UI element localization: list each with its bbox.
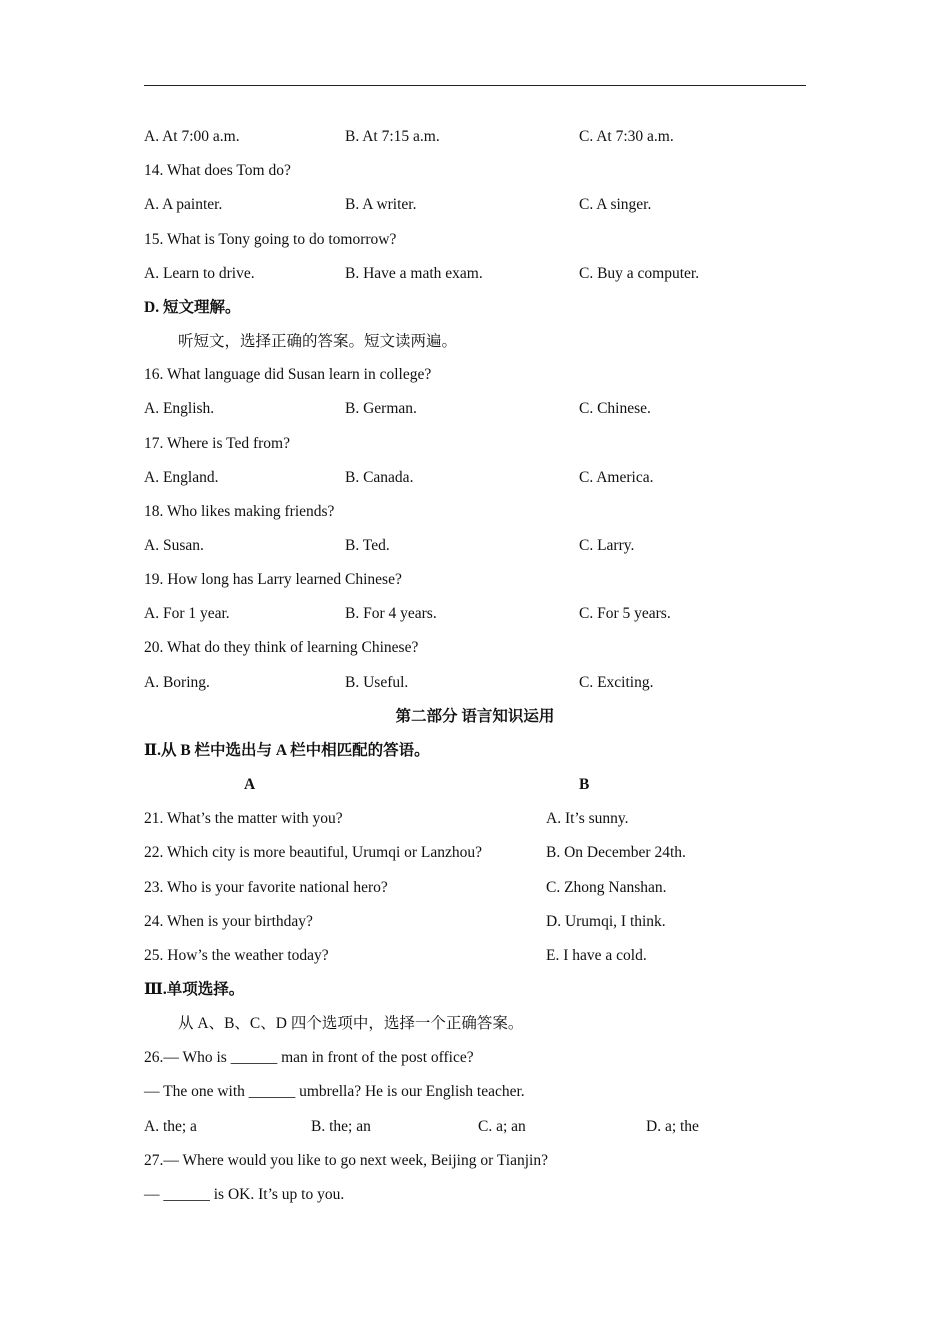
part2-title: 第二部分 语言知识运用 [395, 708, 555, 725]
q16-question: 16. What language did Susan learn in college? [144, 366, 432, 383]
header-rule [144, 85, 806, 86]
q16-option-a[interactable]: A. English. [144, 400, 215, 417]
q15-option-a[interactable]: A. Learn to drive. [144, 265, 255, 282]
q14-option-c[interactable]: C. A singer. [579, 196, 652, 213]
q16-option-b[interactable]: B. German. [345, 400, 417, 417]
q18-question: 18. Who likes making friends? [144, 503, 335, 520]
q27-line1: 27.— Where would you like to go next week, Beijing or Tianjin? [144, 1152, 548, 1169]
q20-option-b[interactable]: B. Useful. [345, 674, 409, 691]
q26-line1: 26.— Who is ______ man in front of the post office? [144, 1049, 474, 1066]
q20-option-c[interactable]: C. Exciting. [579, 674, 654, 691]
section-ii-title: Ⅱ.从 B 栏中选出与 A 栏中相匹配的答语。 [144, 742, 430, 759]
q19-question: 19. How long has Larry learned Chinese? [144, 571, 402, 588]
q15-option-c[interactable]: C. Buy a computer. [579, 265, 700, 282]
q27-line2: — ______ is OK. It’s up to you. [144, 1186, 345, 1203]
match-question: 22. Which city is more beautiful, Urumqi or Lanzhou? [144, 844, 483, 861]
q14-option-a[interactable]: A. A painter. [144, 196, 223, 213]
section-d-title: D. 短文理解。 [144, 299, 241, 316]
section-d-instruction: 听短文，选择正确的答案。短文读两遍。 [178, 333, 458, 350]
match-question: 25. How’s the weather today? [144, 947, 329, 964]
q14-option-b[interactable]: B. A writer. [345, 196, 417, 213]
q26-option-a[interactable]: A. the; a [144, 1118, 197, 1135]
q19-option-b[interactable]: B. For 4 years. [345, 605, 437, 622]
match-question: 21. What’s the matter with you? [144, 810, 343, 827]
q13-option-b[interactable]: B. At 7:15 a.m. [345, 128, 440, 145]
match-answer[interactable]: A. It’s sunny. [546, 810, 629, 827]
q17-option-b[interactable]: B. Canada. [345, 469, 414, 486]
q18-option-c[interactable]: C. Larry. [579, 537, 635, 554]
q17-question: 17. Where is Ted from? [144, 435, 290, 452]
q13-option-a[interactable]: A. At 7:00 a.m. [144, 128, 240, 145]
match-answer[interactable]: D. Urumqi, I think. [546, 913, 666, 930]
q26-option-b[interactable]: B. the; an [311, 1118, 371, 1135]
match-answer[interactable]: E. I have a cold. [546, 947, 647, 964]
match-question: 23. Who is your favorite national hero? [144, 879, 388, 896]
q20-option-a[interactable]: A. Boring. [144, 674, 210, 691]
q26-option-d[interactable]: D. a; the [646, 1118, 699, 1135]
q18-option-a[interactable]: A. Susan. [144, 537, 204, 554]
q19-option-a[interactable]: A. For 1 year. [144, 605, 230, 622]
column-a-header: A [244, 776, 256, 793]
q13-option-c[interactable]: C. At 7:30 a.m. [579, 128, 674, 145]
q26-option-c[interactable]: C. a; an [478, 1118, 526, 1135]
match-answer[interactable]: C. Zhong Nanshan. [546, 879, 667, 896]
q15-option-b[interactable]: B. Have a math exam. [345, 265, 483, 282]
section-iii-instruction: 从 A、B、C、D 四个选项中，选择一个正确答案。 [178, 1015, 524, 1032]
q20-question: 20. What do they think of learning Chinese? [144, 639, 419, 656]
q19-option-c[interactable]: C. For 5 years. [579, 605, 671, 622]
q18-option-b[interactable]: B. Ted. [345, 537, 390, 554]
q14-question: 14. What does Tom do? [144, 162, 291, 179]
q26-line2: — The one with ______ umbrella? He is our English teacher. [144, 1083, 525, 1100]
q17-option-a[interactable]: A. England. [144, 469, 219, 486]
match-question: 24. When is your birthday? [144, 913, 313, 930]
section-iii-title: Ⅲ.单项选择。 [144, 981, 245, 998]
match-answer[interactable]: B. On December 24th. [546, 844, 686, 861]
q17-option-c[interactable]: C. America. [579, 469, 654, 486]
q16-option-c[interactable]: C. Chinese. [579, 400, 651, 417]
column-b-header: B [579, 776, 590, 793]
q15-question: 15. What is Tony going to do tomorrow? [144, 231, 397, 248]
